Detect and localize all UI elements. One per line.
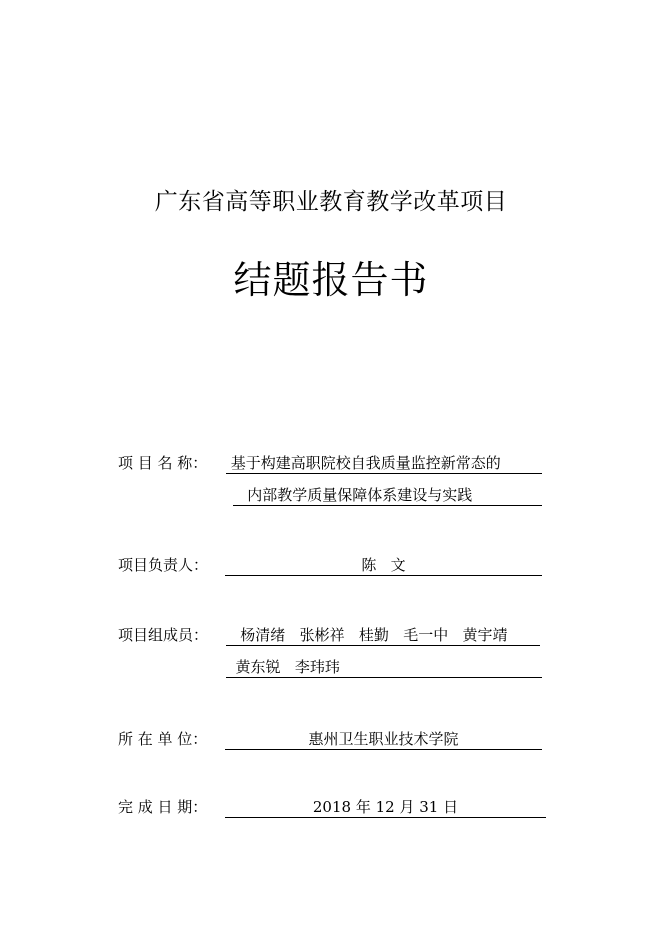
project-name-line-1: 基于构建高职院校自我质量监控新常态的 (226, 453, 542, 474)
project-name-line-2: 内部教学质量保障体系建设与实践 (233, 485, 542, 506)
document-title: 结题报告书 (233, 258, 429, 302)
project-members-label: 项目组成员： (118, 626, 209, 644)
document-subtitle: 广东省高等职业教育教学改革项目 (154, 189, 508, 215)
project-leader-label: 项目负责人： (118, 556, 209, 574)
completion-date-value: 2018 年 12 月 31 日 (225, 797, 546, 818)
project-members-line-1: 杨清绪 张彬祥 桂勤 毛一中 黄宇靖 (226, 625, 540, 646)
completion-date-label: 完 成 日 期： (118, 798, 208, 816)
institution-value: 惠州卫生职业技术学院 (225, 729, 542, 750)
project-name-label: 项 目 名 称： (118, 454, 208, 472)
project-leader-value: 陈 文 (225, 555, 542, 576)
project-members-line-2: 黄东锐 李玮玮 (226, 657, 542, 678)
institution-label: 所 在 单 位： (118, 730, 208, 748)
